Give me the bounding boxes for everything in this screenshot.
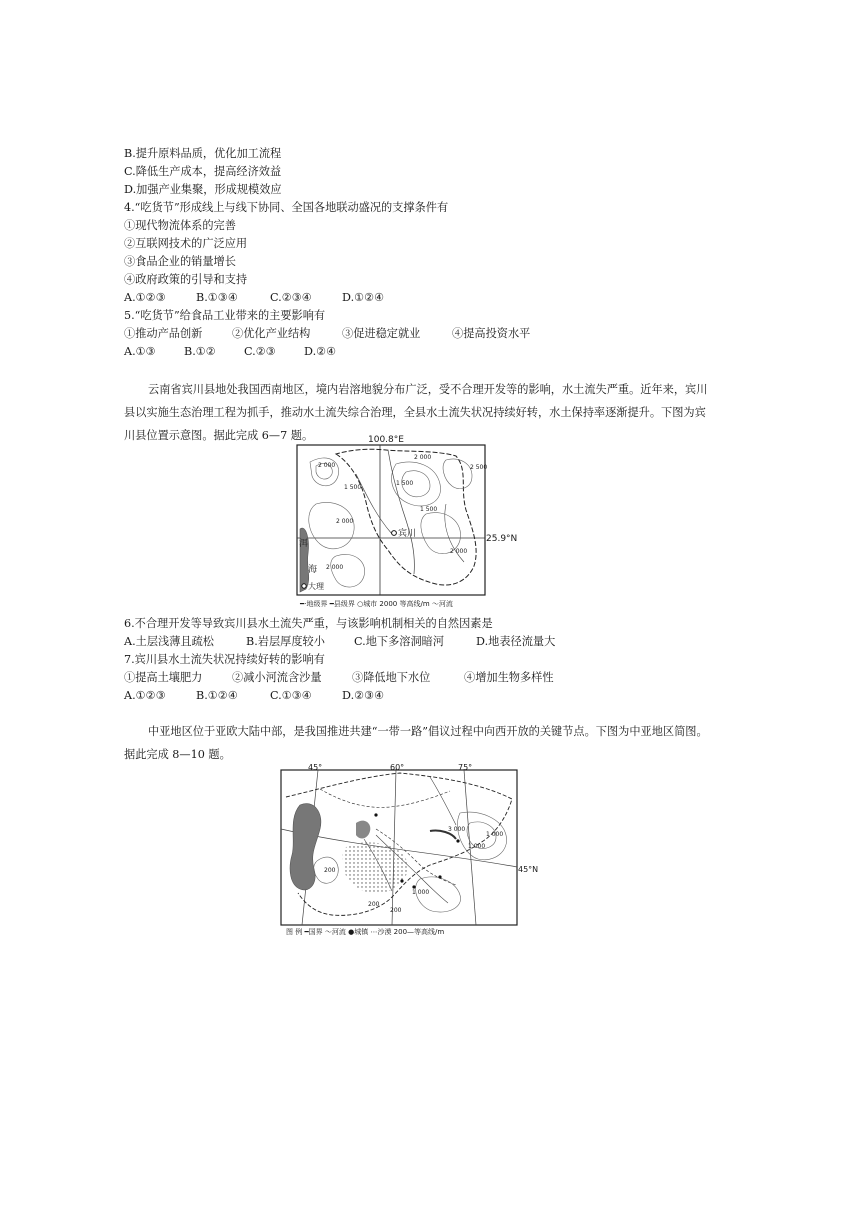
contour-label: 2 000 [450, 548, 468, 555]
city-label-dali: 大理 [308, 582, 324, 591]
contour-label: 200 [324, 867, 336, 874]
contour-label: 2 000 [414, 454, 432, 461]
lon-label-60: 60° [390, 763, 405, 772]
q4-item: ②互联网技术的广泛应用 [124, 237, 248, 250]
q7-option-b: B.①②④ [196, 689, 238, 702]
q7-items [124, 670, 554, 686]
lake-label: 洱 [299, 539, 309, 549]
q7-option-d: D.②③④ [342, 689, 385, 702]
contour-label: 200 [390, 907, 402, 914]
q5-item: ④提高投资水平 [452, 327, 531, 340]
q4-options [124, 290, 384, 306]
contour-label: 1 500 [420, 506, 438, 513]
contour-label: 1 000 [486, 831, 504, 838]
q6-option-c: C.地下多溶洞暗河 [354, 635, 445, 648]
q7-option-a: A.①②③ [124, 689, 166, 702]
q4-option-a: A.①②③ [124, 291, 166, 304]
q4-option-b: B.①③④ [196, 291, 238, 304]
city-label-binchuan: 宾川 [398, 529, 417, 539]
q5-item: ①推动产品创新 [124, 327, 203, 340]
map2-legend: 图 例 ━国界 ～河流 ●城镇 ⋯沙漠 200—等高线/m [286, 928, 445, 936]
q4-item: ①现代物流体系的完善 [124, 219, 236, 232]
q5-stem: 5.“吃货节”给食品工业带来的主要影响有 [124, 309, 326, 322]
contour-label: 1 500 [396, 480, 414, 487]
lon-label-45: 45° [308, 763, 323, 772]
q5-item: ②优化产业结构 [232, 327, 311, 340]
q7-item: ②减小河流含沙量 [232, 671, 322, 684]
q5-option-b: B.①② [184, 345, 216, 358]
q3-option-d: D.加强产业集聚，形成规模效应 [124, 183, 282, 196]
passage-binchuan: 云南省宾川县地处我国西南地区，境内岩溶地貌分布广泛，受不合理开发等的影响，水土流失严重。近年来，宾川县以实施生态治理工程为抓手，推动水土流失综合治理，全县水土流失状况持续好转，水土保持率逐渐提升。下图为宾川县位置示意图。据此完成 6—7 题。 [124, 383, 708, 442]
longitude-label: 100.8°E [368, 435, 404, 445]
q5-items [124, 326, 530, 342]
q7-option-c: C.①③④ [270, 689, 312, 702]
lake-label: 海 [308, 565, 318, 575]
contour-label: 2 000 [336, 518, 354, 525]
contour-label: 200 [368, 901, 380, 908]
q4-item: ③食品企业的销量增长 [124, 255, 236, 268]
q4-option-d: D.①②④ [342, 291, 385, 304]
passage-central-asia: 中亚地区位于亚欧大陆中部，是我国推进共建“一带一路”倡议过程中向西开放的关键节点。下图为中亚地区简图。据此完成 8—10 题。 [124, 725, 708, 761]
q3-option-b: B.提升原料品质，优化加工流程 [124, 147, 282, 160]
lat-label-45n: 45°N [518, 865, 539, 874]
q7-stem: 7.宾川县水土流失状况持续好转的影响有 [124, 653, 325, 666]
q6-stem: 6.不合理开发等导致宾川县水土流失严重，与该影响机制相关的自然因素是 [124, 617, 493, 630]
q6-option-b: B.岩层厚度较小 [246, 635, 325, 648]
contour-label: 1 000 [412, 889, 430, 896]
q7-item: ④增加生物多样性 [464, 671, 554, 684]
contour-label: 2 000 [326, 564, 344, 571]
q5-option-a: A.①③ [124, 345, 156, 358]
q6-options [124, 634, 555, 650]
contour-label: 2 000 [318, 462, 336, 469]
contour-label: 1 500 [344, 484, 362, 491]
central-asia-map [280, 763, 539, 937]
q5-options [124, 344, 336, 360]
contour-label: 1 000 [468, 843, 486, 850]
q4-item: ④政府政策的引导和支持 [124, 273, 248, 286]
latitude-label: 25.9°N [486, 534, 518, 544]
q7-item: ①提高土壤肥力 [124, 671, 203, 684]
q3-option-c: C.降低生产成本，提高经济效益 [124, 165, 282, 178]
q4-stem: 4.“吃货节”形成线上与线下协同、全国各地联动盛况的支撑条件有 [124, 201, 449, 214]
binchuan-map [296, 435, 518, 612]
contour-label: 2 500 [470, 464, 488, 471]
binchuan-map-svg [296, 444, 486, 612]
q5-option-c: C.②③ [244, 345, 276, 358]
q6-option-a: A.土层浅薄且疏松 [124, 635, 214, 648]
q7-item: ③降低地下水位 [352, 671, 431, 684]
map1-legend: ━·地级界 ━县级界 ○城市 2000 等高线/m ～河流 [300, 600, 453, 608]
q4-option-c: C.②③④ [270, 291, 312, 304]
contour-label: 3 000 [448, 826, 466, 833]
q7-options [124, 688, 384, 704]
q5-option-d: D.②④ [304, 345, 337, 358]
q5-item: ③促进稳定就业 [342, 327, 421, 340]
lon-label-75: 75° [458, 763, 473, 772]
q6-option-d: D.地表径流量大 [476, 635, 556, 648]
